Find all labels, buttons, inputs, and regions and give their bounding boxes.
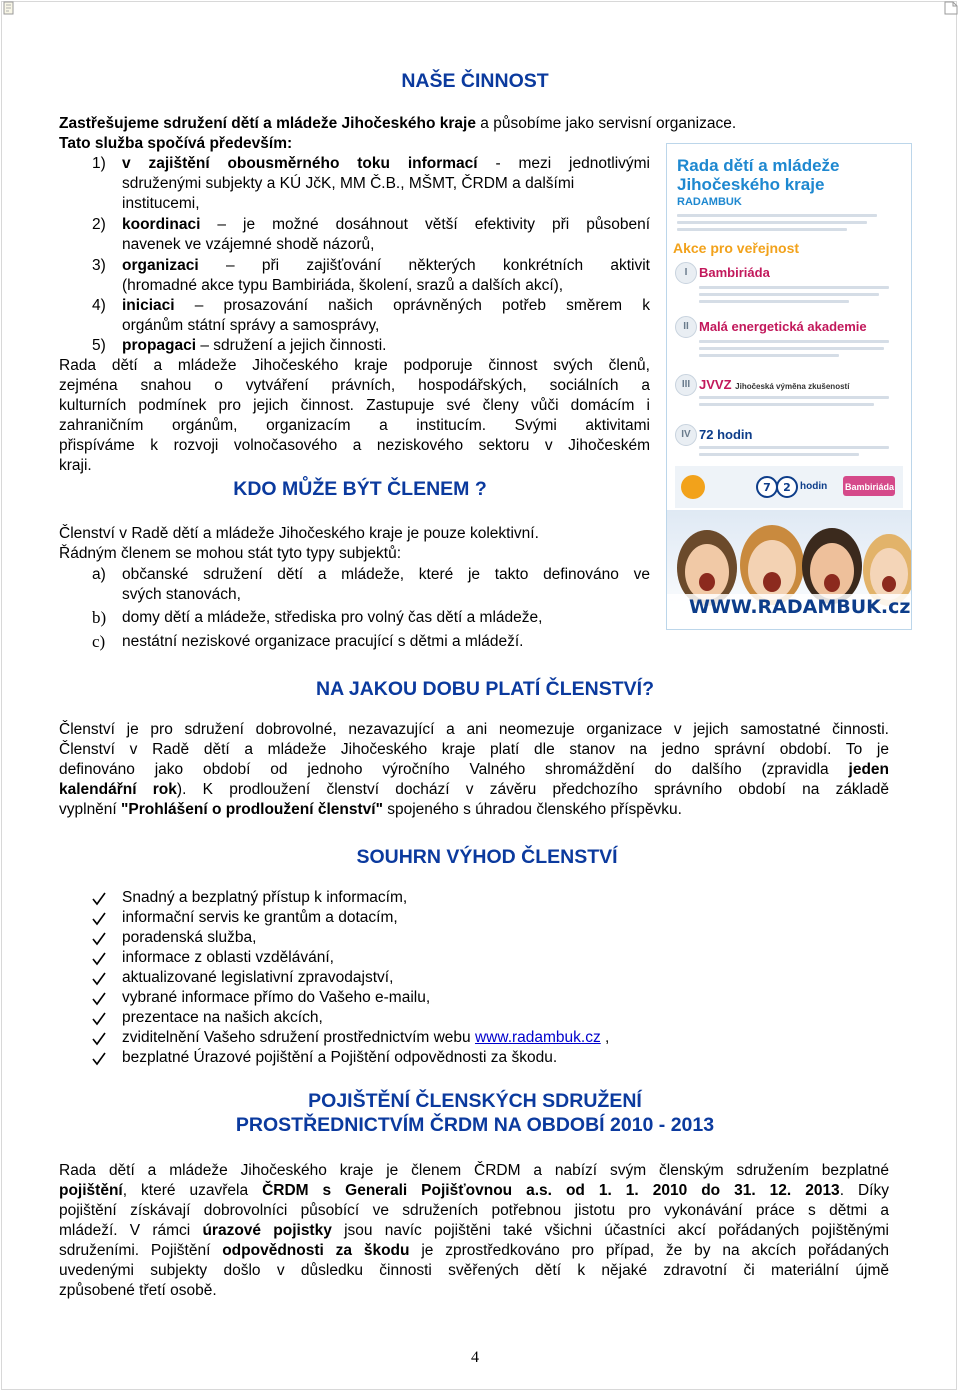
flyer-item-bambiriada: Bambiriáda	[699, 265, 770, 280]
benefit-item: informace z oblasti vzdělávání,	[122, 949, 334, 966]
intro-rest: a působíme jako servisní organizace.	[475, 115, 737, 132]
service-5-line-1: propagaci – sdružení a jejich činnosti.	[122, 337, 387, 354]
insurance-line-5: sdruženími. Pojištění odpovědnosti za škodu je zprostředkováno pro případ, že by na akcích pořádaných	[59, 1242, 890, 1259]
service-5-num: 5)	[92, 337, 106, 354]
svg-text:2: 2	[783, 481, 791, 494]
membership-b-line-1: domy dětí a mládeže, střediska pro volný čas dětí a mládeže,	[122, 609, 543, 626]
heading-pojisteni-1: POJIŠTĚNÍ ČLENSKÝCH SDRUŽENÍ	[308, 1090, 642, 1112]
intro-bold: Zastřešujeme sdružení dětí a mládeže Jihočeského kraje	[59, 115, 476, 132]
membership-a-mark: a)	[92, 566, 106, 583]
benefit-item: Snadný a bezplatný přístup k informacím,	[122, 889, 408, 906]
insurance-line-4: mládeží. V rámci úrazové pojistky jsou navíc pojištěni také všichni účastníci akcí pořádaných pojištěnými	[59, 1222, 889, 1239]
flyer-num-icon: IV	[675, 424, 697, 446]
checkmark-icon	[92, 932, 106, 946]
service-2-line-2: navenek ve vzájemné shodě názorů,	[122, 236, 375, 253]
service-4-line-1: iniciaci – prosazování našich oprávněných potřeb směrem k	[122, 297, 650, 314]
benefit-item: poradenská služba,	[122, 929, 257, 946]
flyer-title: Rada dětí a mládeže Jihočeského kraje	[677, 156, 840, 194]
checkmark-icon	[92, 1032, 106, 1046]
heading-jakou-dobu: NA JAKOU DOBU PLATÍ ČLENSTVÍ?	[315, 678, 654, 700]
membership-a-line-1: občanské sdružení dětí a mládeže, které je takto definováno ve	[122, 566, 650, 583]
flyer-item-72-hodin: 72 hodin	[699, 427, 753, 442]
service-2-num: 2)	[92, 216, 106, 233]
membership-c-mark: c)	[92, 632, 106, 651]
flyer-web-address: WWW.RADAMBUK.cz	[689, 596, 911, 618]
checkmark-icon	[92, 912, 106, 926]
heading-pojisteni-2: PROSTŘEDNICTVÍM ČRDM NA OBDOBÍ 2010 - 2013	[235, 1114, 715, 1136]
flyer-brand: RADAMBUK	[677, 196, 742, 208]
membership-line-1: Členství v Radě dětí a mládeže Jihočeského kraje je pouze kolektivní.	[59, 525, 539, 542]
flyer-bambi-logo: Bambiriáda	[845, 482, 895, 492]
checkmark-icon	[92, 892, 106, 906]
heading-kdo-muze: KDO MŮŽE BÝT ČLENEM ?	[233, 478, 487, 500]
service-4-line-2: orgánům státní správy a samosprávy,	[122, 317, 380, 334]
service-1-line-3: institucemi,	[122, 195, 200, 212]
support-line-1: Rada dětí a mládeže Jihočeského kraje podporuje činnost svých členů,	[59, 357, 650, 374]
flyer-item-mea: Malá energetická akademie	[699, 319, 867, 334]
service-1-line-2: sdruženými subjekty a KÚ JčK, MM Č.B., MŠMT, ČRDM a dalšími	[122, 175, 575, 192]
service-label: Tato služba spočívá především:	[59, 135, 293, 152]
benefit-item: prezentace na našich akcích,	[122, 1009, 323, 1026]
membership-c-line-1: nestátní neziskové organizace pracující s dětmi a mládeží.	[122, 633, 524, 650]
duration-line-3: definováno jako období od jednoho výročního Valného shromáždění do dalšího (zpravidla jeden	[59, 761, 889, 778]
checkmark-icon	[92, 992, 106, 1006]
page-corner-icon	[2, 1, 16, 15]
flyer-72-logo: hodin	[800, 481, 828, 492]
flyer-item-jvvz: JVVZ Jihočeská výměna zkušeností	[699, 377, 850, 392]
duration-line-5: vyplnění "Prohlášení o prodloužení členství" spojeného s úhradou členského příspěvku.	[59, 801, 682, 818]
heading-souhrn: SOUHRN VÝHOD ČLENSTVÍ	[356, 846, 618, 868]
duration-line-2: Členství v Radě dětí a mládeže Jihočeského kraje platí dle stanov na jedno správní období. To je	[59, 741, 889, 758]
insurance-line-7: způsobené třetí osobě.	[59, 1282, 217, 1299]
service-4-num: 4)	[92, 297, 106, 314]
membership-b-mark: b)	[92, 608, 107, 627]
checkmark-icon	[92, 972, 106, 986]
service-3-num: 3)	[92, 257, 106, 274]
radambuk-flyer	[666, 143, 912, 630]
svg-text:7: 7	[763, 481, 771, 494]
service-1-line-1: v zajištění obousměrného toku informací - mezi jednotlivými	[122, 155, 650, 172]
duration-line-1: Členství je pro sdružení dobrovolné, nezavazující a ani neomezuje organizace v jejich samostatné činnosti.	[59, 721, 889, 738]
service-3-line-1: organizaci – při zajišťování některých konkrétních aktivit	[122, 257, 650, 274]
support-line-4: zahraničním orgánům, organizacím a institucím. Svými aktivitami	[59, 417, 650, 434]
insurance-line-3: pojištění získávají dobrovolníci působící ve sdruženích potřebnou jistotu pro vykonávání práce s dětmi a	[59, 1202, 889, 1219]
benefit-item: bezplatné Úrazové pojištění a Pojištění odpovědnosti za škodu.	[122, 1049, 558, 1066]
support-line-6: kraji.	[59, 457, 92, 474]
membership-a-line-2: svých stanovách,	[122, 586, 241, 603]
support-line-5: přispíváme k rozvoji volnočasového a neziskového sektoru v Jihočeském	[59, 437, 650, 454]
duration-line-4: kalendářní rok). K prodloužení členství dochází v závěru předchozího správního období na základě	[59, 781, 889, 798]
service-2-line-1: koordinaci – je možné dosáhnout větší efektivity při působení	[122, 216, 650, 233]
flyer-num-icon: II	[675, 316, 697, 338]
page-number: 4	[471, 1349, 479, 1366]
intro-line	[59, 114, 736, 134]
page-fold-icon	[944, 1, 958, 15]
flyer-num-icon: I	[675, 262, 697, 284]
checkmark-icon	[92, 1012, 106, 1026]
flyer-action-heading: Akce pro veřejnost	[673, 240, 800, 256]
benefit-item: zviditelnění Vašeho sdružení prostřednictvím webu www.radambuk.cz ,	[122, 1029, 610, 1046]
membership-line-2: Řádným členem se mohou stát tyto typy subjektů:	[59, 545, 402, 562]
radambuk-link[interactable]: www.radambuk.cz	[474, 1029, 601, 1046]
benefit-item: aktualizované legislativní zpravodajství,	[122, 969, 394, 986]
support-line-2: zejména snahou o vytváření právních, hospodářských, sociálních a	[59, 377, 650, 394]
checkmark-icon	[92, 952, 106, 966]
heading-nase-cinnost: NAŠE ČINNOST	[401, 70, 549, 92]
insurance-line-6: uvedenými subjekty došlo v důsledku činnosti svěřených dětí k nějaké zdravotní či materiální újmě	[59, 1262, 889, 1279]
service-1-num: 1)	[92, 155, 106, 172]
benefit-item: vybrané informace přímo do Vašeho e-mailu,	[122, 989, 431, 1006]
insurance-line-1: Rada dětí a mládeže Jihočeského kraje je členem ČRDM a nabízí svým členským sdružením bezplatné	[59, 1162, 889, 1179]
checkmark-icon	[92, 1052, 106, 1066]
support-line-3: kulturních podmínek pro jejich činnost. Zastupuje své členy vůči domácím i	[59, 397, 650, 414]
insurance-line-2: pojištění, které uzavřela ČRDM s Generali Pojišťovnou a.s. od 1. 1. 2010 do 31. 12. 2013. Díky	[59, 1182, 889, 1199]
flyer-text-lines	[677, 214, 877, 217]
benefit-item: informační servis ke grantům a dotacím,	[122, 909, 398, 926]
flyer-num-icon: III	[675, 374, 697, 396]
service-3-line-2: (hromadné akce typu Bambiriáda, školení, srazů a dalších akcí),	[122, 277, 564, 294]
